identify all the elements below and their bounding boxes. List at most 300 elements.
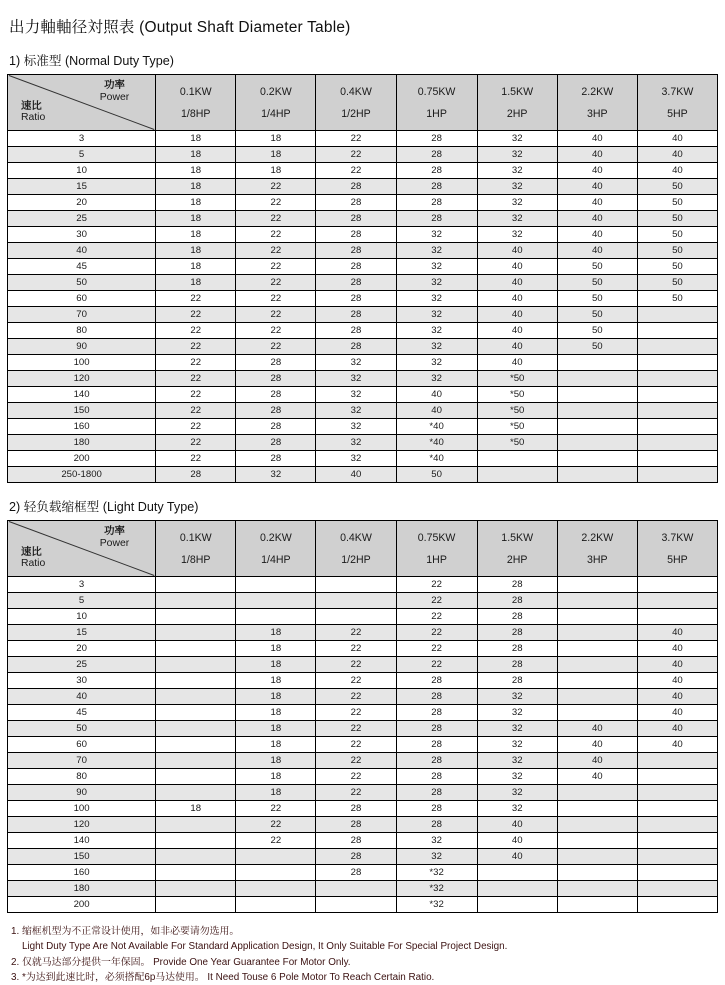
diameter-cell: 28 (396, 721, 477, 737)
table-row (8, 705, 718, 721)
diameter-cell: 40 (637, 689, 717, 705)
diameter-cell: 40 (557, 753, 637, 769)
diameter-cell: *32 (396, 865, 477, 881)
column-header-kw: 2.2KW (581, 531, 614, 544)
diameter-cell: *50 (477, 387, 557, 403)
table-row (8, 657, 718, 673)
diameter-cell: 22 (396, 625, 477, 641)
diameter-cell (557, 673, 637, 689)
diameter-cell (557, 897, 637, 913)
diameter-cell (316, 609, 396, 625)
diameter-cell: 40 (396, 387, 477, 403)
diameter-cell (156, 673, 236, 689)
diameter-cell: *50 (477, 403, 557, 419)
table-row (8, 451, 718, 467)
ratio-cell: 140 (8, 833, 156, 849)
diameter-cell: 40 (557, 195, 637, 211)
diameter-cell: 18 (236, 147, 316, 163)
diameter-cell: 40 (557, 243, 637, 259)
column-header-hp: 3HP (587, 107, 608, 120)
diameter-cell: 40 (316, 467, 396, 483)
column-header-kw: 1.5KW (501, 85, 534, 98)
diameter-cell (557, 593, 637, 609)
diameter-cell: 22 (236, 323, 316, 339)
corner-ratio-label (21, 547, 45, 570)
ratio-cell: 3 (8, 131, 156, 147)
table-row (8, 227, 718, 243)
table-row (8, 195, 718, 211)
diameter-cell (557, 467, 637, 483)
ratio-cell: 25 (8, 211, 156, 227)
diameter-cell: 32 (396, 849, 477, 865)
table-header-row (8, 521, 718, 577)
diameter-cell: 40 (477, 259, 557, 275)
column-header-power (236, 521, 316, 577)
column-header-power (316, 75, 396, 131)
ratio-cell: 90 (8, 339, 156, 355)
diameter-cell: 28 (316, 849, 396, 865)
diameter-cell: 40 (637, 721, 717, 737)
diameter-cell: 18 (156, 259, 236, 275)
diameter-cell: 28 (396, 737, 477, 753)
diameter-cell (236, 849, 316, 865)
ratio-cell: 160 (8, 419, 156, 435)
diameter-cell: 18 (236, 753, 316, 769)
diameter-cell: 32 (316, 371, 396, 387)
diameter-cell: 22 (316, 163, 396, 179)
table-row (8, 179, 718, 195)
diameter-cell: 28 (396, 769, 477, 785)
light-duty-table (7, 520, 718, 913)
diameter-cell (156, 721, 236, 737)
column-header-kw: 3.7KW (661, 531, 694, 544)
diameter-cell: 40 (477, 849, 557, 865)
diameter-cell: 50 (557, 339, 637, 355)
diameter-cell: 28 (396, 801, 477, 817)
diameter-cell: 18 (236, 673, 316, 689)
ratio-cell: 40 (8, 243, 156, 259)
diameter-cell: 18 (236, 641, 316, 657)
diameter-cell: 32 (316, 355, 396, 371)
table-row (8, 163, 718, 179)
diameter-cell: 28 (236, 355, 316, 371)
diameter-cell (156, 657, 236, 673)
diameter-cell: 28 (396, 689, 477, 705)
diameter-cell: 32 (396, 307, 477, 323)
diameter-cell: 28 (316, 801, 396, 817)
ratio-cell: 120 (8, 817, 156, 833)
ratio-cell: 50 (8, 721, 156, 737)
diameter-cell (557, 785, 637, 801)
diameter-cell: 50 (557, 307, 637, 323)
ratio-cell: 45 (8, 259, 156, 275)
diameter-cell (557, 705, 637, 721)
column-header-power (396, 521, 477, 577)
ratio-cell: 10 (8, 609, 156, 625)
diameter-cell: 28 (236, 403, 316, 419)
ratio-cell: 40 (8, 689, 156, 705)
diameter-cell: 18 (236, 737, 316, 753)
diameter-cell (236, 593, 316, 609)
table-row (8, 355, 718, 371)
diameter-cell (637, 371, 717, 387)
diameter-cell: 28 (316, 323, 396, 339)
diameter-cell (557, 451, 637, 467)
diameter-cell (637, 769, 717, 785)
column-header-kw: 3.7KW (661, 85, 694, 98)
table-row (8, 131, 718, 147)
diameter-cell: 18 (156, 147, 236, 163)
diameter-cell: 22 (316, 657, 396, 673)
corner-power-label (100, 80, 129, 103)
table-row (8, 625, 718, 641)
diameter-cell (637, 467, 717, 483)
diameter-cell: 22 (316, 689, 396, 705)
diameter-cell: 22 (396, 641, 477, 657)
diameter-cell: 40 (637, 737, 717, 753)
diameter-cell: 32 (477, 179, 557, 195)
diameter-cell: 32 (396, 371, 477, 387)
ratio-cell: 60 (8, 291, 156, 307)
normal-duty-table-body (8, 131, 718, 483)
diameter-cell (557, 689, 637, 705)
diameter-cell: 22 (316, 641, 396, 657)
corner-ratio-en: Ratio (21, 558, 46, 570)
column-header-hp: 1/2HP (341, 553, 371, 566)
table-row (8, 275, 718, 291)
diameter-cell: 32 (396, 323, 477, 339)
diameter-cell: 28 (477, 609, 557, 625)
diameter-cell: 40 (637, 131, 717, 147)
ratio-cell: 150 (8, 849, 156, 865)
diameter-cell: 28 (316, 195, 396, 211)
diameter-cell (557, 865, 637, 881)
diameter-cell: 32 (477, 785, 557, 801)
diameter-cell: 40 (637, 163, 717, 179)
diameter-cell (557, 641, 637, 657)
diameter-cell: 28 (396, 785, 477, 801)
diameter-cell: 40 (477, 355, 557, 371)
diameter-cell (156, 817, 236, 833)
diameter-cell (156, 641, 236, 657)
column-header-power (316, 521, 396, 577)
diameter-cell: 28 (396, 705, 477, 721)
diameter-cell (557, 387, 637, 403)
corner-ratio-label (21, 101, 45, 124)
diameter-cell: 40 (637, 673, 717, 689)
column-header-power (477, 521, 557, 577)
diameter-cell: 40 (637, 657, 717, 673)
diameter-cell: 28 (477, 577, 557, 593)
diameter-cell: 28 (477, 657, 557, 673)
corner-power-en: Power (99, 91, 130, 103)
column-header-kw: 0.75KW (417, 531, 456, 544)
column-header-hp: 1/2HP (341, 107, 371, 120)
diameter-cell: 18 (236, 785, 316, 801)
diameter-cell (637, 387, 717, 403)
ratio-cell: 140 (8, 387, 156, 403)
ratio-cell: 45 (8, 705, 156, 721)
diameter-cell (236, 609, 316, 625)
ratio-cell: 80 (8, 769, 156, 785)
diameter-cell (156, 577, 236, 593)
diameter-cell: 32 (477, 753, 557, 769)
diameter-cell: 28 (316, 179, 396, 195)
light-duty-table-head (8, 521, 718, 577)
diameter-cell: 28 (316, 211, 396, 227)
column-header-power (156, 75, 236, 131)
column-header-hp: 1/8HP (181, 107, 211, 120)
diameter-cell (477, 467, 557, 483)
diameter-cell (156, 833, 236, 849)
diameter-cell (557, 435, 637, 451)
ratio-cell: 10 (8, 163, 156, 179)
column-header-power (637, 75, 717, 131)
diameter-cell: 22 (156, 451, 236, 467)
diameter-cell (557, 577, 637, 593)
diameter-cell: 50 (557, 275, 637, 291)
column-header-power (396, 75, 477, 131)
diameter-cell: 40 (637, 625, 717, 641)
diameter-cell (236, 897, 316, 913)
diameter-cell (637, 339, 717, 355)
diameter-cell: 22 (236, 307, 316, 323)
diameter-cell: 22 (236, 243, 316, 259)
diameter-cell: 28 (316, 339, 396, 355)
diameter-cell: 22 (156, 371, 236, 387)
diameter-cell: *50 (477, 371, 557, 387)
diameter-cell: 22 (156, 323, 236, 339)
table-row (8, 467, 718, 483)
diameter-cell: 40 (477, 307, 557, 323)
table-row (8, 865, 718, 881)
diameter-cell: 32 (477, 195, 557, 211)
ratio-cell: 20 (8, 195, 156, 211)
ratio-cell: 150 (8, 403, 156, 419)
diameter-cell: 50 (557, 291, 637, 307)
diameter-cell (637, 355, 717, 371)
diameter-cell (316, 593, 396, 609)
diameter-cell (236, 881, 316, 897)
diameter-cell: 22 (236, 211, 316, 227)
diameter-cell: 40 (477, 323, 557, 339)
ratio-cell: 30 (8, 673, 156, 689)
diameter-cell: 50 (637, 195, 717, 211)
diameter-cell (557, 657, 637, 673)
diameter-cell: 28 (396, 673, 477, 689)
corner-ratio-cn: 速比 (21, 546, 42, 558)
diameter-cell (637, 609, 717, 625)
diameter-cell: 22 (396, 577, 477, 593)
diameter-cell: 18 (236, 625, 316, 641)
diameter-cell: 22 (156, 355, 236, 371)
section-heading-light-duty: 2) 轻负载缩框型 (Light Duty Type) (9, 500, 199, 514)
corner-power-en: Power (99, 537, 130, 549)
diameter-cell: 28 (156, 467, 236, 483)
footnote-line: Light Duty Type Are Not Available For Standard Application Design, It Only Suitable For Special Project Design. (22, 941, 508, 953)
footnote-line: 1. 缩框机型为不正常设计使用，如非必要请勿选用。 (11, 926, 240, 937)
ratio-cell: 50 (8, 275, 156, 291)
ratio-cell: 100 (8, 801, 156, 817)
table-row (8, 259, 718, 275)
diameter-cell: 32 (477, 801, 557, 817)
diameter-cell: *40 (396, 451, 477, 467)
diameter-cell (156, 753, 236, 769)
column-header-kw: 0.4KW (340, 531, 372, 544)
diameter-cell: 32 (396, 227, 477, 243)
diameter-cell: 18 (156, 275, 236, 291)
diameter-cell: 28 (316, 227, 396, 243)
corner-header-cell (8, 75, 156, 131)
diameter-cell: 32 (316, 419, 396, 435)
diameter-cell: 40 (396, 403, 477, 419)
diameter-cell: 40 (477, 291, 557, 307)
diameter-cell: 28 (316, 259, 396, 275)
diameter-cell (637, 307, 717, 323)
diameter-cell: 50 (637, 291, 717, 307)
diameter-cell: 32 (477, 721, 557, 737)
diameter-cell: 28 (396, 195, 477, 211)
table-row (8, 737, 718, 753)
diameter-cell: 22 (156, 291, 236, 307)
diameter-cell: 32 (477, 737, 557, 753)
diameter-cell: 18 (236, 705, 316, 721)
diameter-cell: 22 (396, 657, 477, 673)
diameter-cell: 40 (557, 211, 637, 227)
column-header-power (236, 75, 316, 131)
diameter-cell: 32 (477, 705, 557, 721)
table-row (8, 673, 718, 689)
diameter-cell: 18 (156, 227, 236, 243)
column-header-hp: 1HP (426, 553, 447, 566)
table-row (8, 753, 718, 769)
diameter-cell: 18 (156, 801, 236, 817)
diameter-cell: 32 (477, 163, 557, 179)
footnotes (11, 924, 718, 985)
diameter-cell (156, 785, 236, 801)
diameter-cell: 40 (557, 721, 637, 737)
diameter-cell: 28 (316, 817, 396, 833)
diameter-cell (637, 865, 717, 881)
table-row (8, 849, 718, 865)
table-row (8, 243, 718, 259)
diameter-cell: 22 (156, 387, 236, 403)
footnote-line: 3. *为达到此速比时，必须搭配6p马达使用。 It Need Touse 6 Pole Motor To Reach Certain Ratio. (11, 972, 435, 984)
table-row (8, 881, 718, 897)
diameter-cell: 40 (557, 179, 637, 195)
corner-power-label (100, 526, 129, 549)
diameter-cell: 32 (396, 291, 477, 307)
column-header-hp: 1/8HP (181, 553, 211, 566)
table-row (8, 323, 718, 339)
diameter-cell: 22 (316, 625, 396, 641)
diameter-cell: 50 (637, 259, 717, 275)
diameter-cell (637, 849, 717, 865)
ratio-cell: 30 (8, 227, 156, 243)
diameter-cell: *40 (396, 435, 477, 451)
diameter-cell: 18 (236, 131, 316, 147)
ratio-cell: 60 (8, 737, 156, 753)
diameter-cell: 40 (477, 817, 557, 833)
diameter-cell: 40 (637, 641, 717, 657)
section-heading-normal-duty: 1) 标准型 (Normal Duty Type) (9, 54, 174, 68)
diameter-cell (637, 403, 717, 419)
column-header-hp: 1HP (426, 107, 447, 120)
table-row (8, 785, 718, 801)
normal-duty-table (7, 74, 718, 483)
diameter-cell: 28 (316, 865, 396, 881)
diameter-cell: 22 (236, 259, 316, 275)
diameter-cell: 40 (637, 705, 717, 721)
diameter-cell: 50 (396, 467, 477, 483)
diameter-cell: 22 (316, 785, 396, 801)
table-row (8, 147, 718, 163)
diameter-cell: 22 (316, 737, 396, 753)
diameter-cell (156, 737, 236, 753)
ratio-cell: 80 (8, 323, 156, 339)
table-row (8, 291, 718, 307)
diameter-cell (637, 577, 717, 593)
diameter-cell: 50 (637, 227, 717, 243)
diameter-cell: 28 (316, 307, 396, 323)
diameter-cell (557, 817, 637, 833)
diameter-cell (637, 323, 717, 339)
diameter-cell: 32 (477, 689, 557, 705)
diameter-cell: 40 (477, 833, 557, 849)
diameter-cell: 28 (236, 387, 316, 403)
diameter-cell: 28 (396, 211, 477, 227)
diameter-cell: 28 (236, 451, 316, 467)
diameter-cell (236, 577, 316, 593)
diameter-cell (156, 769, 236, 785)
diameter-cell: 22 (156, 403, 236, 419)
diameter-cell (156, 881, 236, 897)
ratio-cell: 5 (8, 147, 156, 163)
column-header-kw: 0.4KW (340, 85, 372, 98)
diameter-cell (316, 897, 396, 913)
diameter-cell: 22 (236, 227, 316, 243)
diameter-cell: *32 (396, 897, 477, 913)
table-row (8, 769, 718, 785)
ratio-cell: 3 (8, 577, 156, 593)
diameter-cell: 28 (236, 371, 316, 387)
column-header-power (477, 75, 557, 131)
ratio-cell: 90 (8, 785, 156, 801)
column-header-hp: 3HP (587, 553, 608, 566)
diameter-cell (637, 833, 717, 849)
diameter-cell (557, 371, 637, 387)
diameter-cell: 40 (557, 163, 637, 179)
diameter-cell (557, 849, 637, 865)
diameter-cell: 18 (236, 163, 316, 179)
table-row (8, 801, 718, 817)
diameter-cell: 22 (396, 593, 477, 609)
diameter-cell: 28 (396, 179, 477, 195)
ratio-cell: 15 (8, 179, 156, 195)
diameter-cell: 50 (557, 259, 637, 275)
table-row (8, 609, 718, 625)
diameter-cell: 28 (316, 243, 396, 259)
diameter-cell: 22 (316, 753, 396, 769)
diameter-cell (236, 865, 316, 881)
diameter-cell: 18 (156, 131, 236, 147)
table-row (8, 689, 718, 705)
ratio-cell: 70 (8, 307, 156, 323)
table-row (8, 387, 718, 403)
diameter-cell (156, 625, 236, 641)
diameter-cell: 22 (316, 147, 396, 163)
diameter-cell: 50 (637, 179, 717, 195)
